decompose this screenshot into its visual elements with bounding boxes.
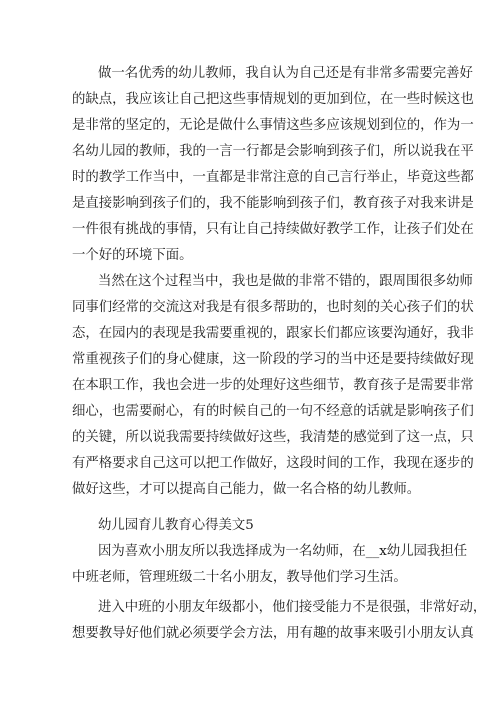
paragraph-line: 当然在这个过程当中，我也是做的非常不错的，跟周围很多幼师 xyxy=(98,274,473,289)
paragraph-line: 态，在园内的表现是我需要重视的，跟家长们都应该要沟通好，我非 xyxy=(72,326,474,341)
paragraph-line: 进入中班的小朋友年级都小，他们接受能力不是很强，非常好动， xyxy=(98,600,487,615)
paragraph-line: 有严格要求自己这可以把工作做好，这段时间的工作，我现在逐步的 xyxy=(72,456,474,471)
paragraph-line: 中班老师，管理班级二十名小朋友，教导他们学习生活。 xyxy=(72,570,407,585)
paragraph-line: 因为喜欢小朋友所以我选择成为一名幼师，在__x幼儿园我担任 xyxy=(98,544,468,559)
paragraph-line: 做好这些，才可以提高自己能力，做一名合格的幼儿教师。 xyxy=(72,482,421,497)
paragraph-line: 一个好的环境下面。 xyxy=(72,248,193,263)
paragraph-line: 是直接影响到孩子们的，我不能影响到孩子们，教育孩子对我来讲是 xyxy=(72,196,474,211)
paragraph-line: 想要教导好他们就必须要学会方法，用有趣的故事来吸引小朋友认真 xyxy=(72,626,474,641)
paragraph-line: 名幼儿园的教师，我的一言一行都是会影响到孩子们，所以说我在平 xyxy=(72,144,474,159)
paragraph-line: 常重视孩子们的身心健康，这一阶段的学习的当中还是要持续做好现 xyxy=(72,352,474,367)
paragraph-line: 一件很有挑战的事情，只有让自己持续做好教学工作，让孩子们处在 xyxy=(72,222,474,237)
paragraph-line: 在本职工作，我也会进一步的处理好这些细节，教育孩子是需要非常 xyxy=(72,378,474,393)
paragraph-line: 的缺点，我应该让自己把这些事情规划的更加到位，在一些时候这也 xyxy=(72,92,474,107)
paragraph-line: 同事们经常的交流这对我是有很多帮助的，也时刻的关心孩子们的状 xyxy=(72,300,474,315)
paragraph-line: 是非常的坚定的，无论是做什么事情这些多应该规划到位的，作为一 xyxy=(72,118,474,133)
paragraph-line: 做一名优秀的幼儿教师，我自认为自己还是有非常多需要完善好 xyxy=(98,66,473,81)
paragraph-line: 细心，也需要耐心，有的时候自己的一句不经意的话就是影响孩子们 xyxy=(72,404,474,419)
paragraph-line: 时的教学工作当中，一直都是非常注意的自己言行举止，毕竟这些都 xyxy=(72,170,474,185)
paragraph-line: 的关键，所以说我需要持续做好这些，我清楚的感觉到了这一点，只 xyxy=(72,430,474,445)
section-heading: 幼儿园育儿教育心得美文5 xyxy=(98,518,254,533)
